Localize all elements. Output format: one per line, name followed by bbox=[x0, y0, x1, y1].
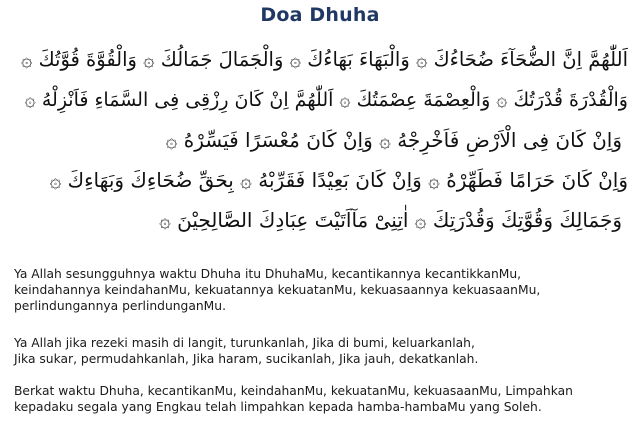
page-title: Doa Dhuha bbox=[260, 4, 380, 26]
arabic-line-4: وَاِنْ كَانَ حَرَامًا فَطَهِّرْهُ ۞ وَاِنْ كَانَ بَعِيْدًا فَقَرِّبْهُ ۞ بِحَقِّ ضُحَاءِكَ وَبَهَاءِكَ ۞ bbox=[49, 168, 628, 192]
translation-line: Ya Allah jika rezeki masih di langit, turunkanlah, Jika di bumi, keluarkanlah, bbox=[14, 336, 475, 350]
arabic-line-5: وَجَمَالِكَ وَقُوَّتِكَ وَقُدْرَتِكَ ۞ اٰتِنِىْ مَآاَتَيْتَ عِبَادِكَ الصَّالِحِيْنَ ۞ bbox=[159, 208, 622, 232]
translation-line: kepadaku segala yang Engkau telah limpahkan kepada hamba-hambaMu yang Soleh. bbox=[14, 400, 542, 414]
arabic-line-1: اَللّٰهُمَّ اِنَّ الضُّحَآءَ ضُحَاءُكَ ۞ وَالْبَهَاءَ بَهَاءُكَ ۞ وَالْجَمَالَ جَمَالُكَ ۞ وَالْقُوَّةَ قُوَّتُكَ ۞ bbox=[20, 48, 628, 71]
translation-line: perlindungannya perlindunganMu. bbox=[14, 299, 226, 313]
translation-line: Berkat waktu Dhuha, kecantikanMu, keindahanMu, kekuatanMu, kekuasaanMu, Limpahkan bbox=[14, 384, 573, 398]
translation-line: Jika sukar, permudahkanlah, Jika haram, sucikanlah, Jika jauh, dekatkanlah. bbox=[14, 352, 479, 366]
arabic-line-3: وَاِنْ كَانَ فِى الْاَرْضِ فَاَخْرِجْهُ ۞ وَاِنْ كَانَ مُعْسَرًا فَيَسِّرْهُ ۞ bbox=[165, 128, 622, 152]
translation-line: keindahannya keindahanMu, kekuatannya kekuatanMu, kekuasaannya kekuasaanMu, bbox=[14, 283, 541, 297]
translation-paragraph-3 bbox=[14, 383, 626, 415]
arabic-line-2: وَالْقُدْرَةَ قُدْرَتُكَ ۞ وَالْعِصْمَةَ عِصْمَتُكَ ۞ اَللّٰهُمَّ اِنْ كَانَ رِزْقِى فِى السَّمَاءِ فَاَنْزِلْهُ ۞ bbox=[24, 89, 628, 111]
translation-paragraph-1 bbox=[14, 266, 626, 314]
translation-paragraph-2 bbox=[14, 335, 626, 367]
translation-line: Ya Allah sesungguhnya waktu Dhuha itu DhuhaMu, kecantikannya kecantikkanMu, bbox=[14, 267, 522, 281]
arabic-prayer-text bbox=[12, 40, 628, 240]
